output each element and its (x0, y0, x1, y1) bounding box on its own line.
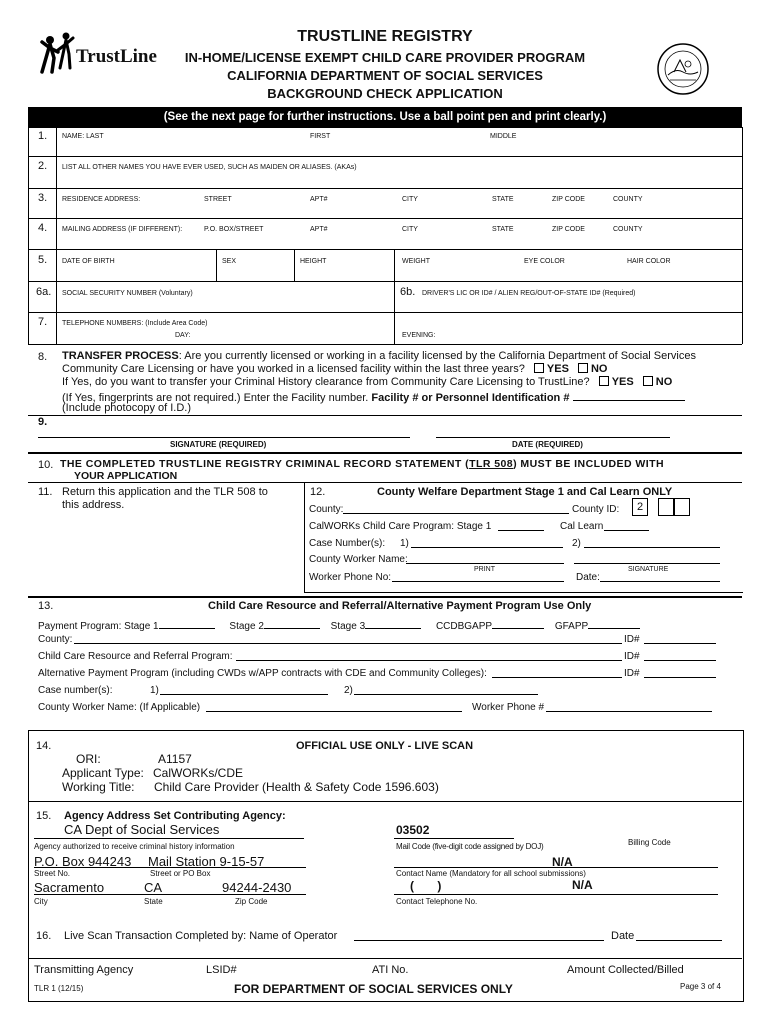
instructions-banner (28, 107, 742, 127)
residence-field[interactable] (60, 205, 740, 217)
program-title: IN-HOME/LICENSE EXEMPT CHILD CARE PROVIDER PROGRAM (184, 50, 586, 65)
transfer-q1-text: Community Care Licensing or have you worked in a licensed facility within the last three years? (62, 363, 525, 375)
transfer-question: : Are you currently licensed or working in a facility licensed by the California Department of Social Services (178, 350, 696, 362)
s14-title: OFFICIAL USE ONLY - LIVE SCAN (296, 740, 474, 752)
s15-number: 15. (36, 810, 52, 822)
mailing-county-label: COUNTY (613, 226, 643, 233)
s12-case2-field[interactable] (584, 536, 720, 548)
s13-county-label: County: (38, 634, 73, 645)
s13-worker-field[interactable] (206, 700, 462, 712)
sex-label: SEX (222, 258, 237, 265)
day-phone-field[interactable] (198, 328, 388, 342)
state-value: CA (144, 880, 163, 895)
facility-instruction: (If Yes, fingerprints are not required.) Enter the Facility number. (62, 392, 369, 404)
facility-label: Facility # or Personnel Identification # (371, 392, 570, 404)
transmitting-agency-label: Transmitting Agency (34, 964, 134, 976)
agency-caption: Agency authorized to receive criminal history information (34, 842, 235, 851)
signature-field[interactable] (38, 423, 410, 438)
s12-worker-label: County Worker Name: (309, 554, 408, 565)
evening-phone-field[interactable] (440, 328, 738, 342)
s13-case2-field[interactable] (354, 683, 538, 695)
row7-number: 7. (38, 316, 48, 328)
s13-case1-label: 1) (150, 685, 159, 696)
s13-county-id-field[interactable] (644, 632, 716, 644)
s12-county-label: County: (309, 504, 344, 515)
county-id-box-3[interactable] (674, 498, 690, 516)
row2-number: 2. (38, 160, 48, 172)
photocopy-text: (Include photocopy of I.D.) (62, 402, 192, 414)
s16-date-field[interactable] (636, 929, 722, 941)
city-value: Sacramento (34, 880, 105, 895)
last-name-label: NAME: LAST (62, 133, 104, 140)
q2-yes-checkbox[interactable] (599, 376, 609, 386)
mailing-apt-label: APT# (310, 226, 328, 233)
ati-label: ATI No. (372, 964, 409, 976)
drivers-license-label: DRIVER'S LIC OR ID# / ALIEN REG/OUT-OF-STATE ID# (Required) (422, 290, 636, 297)
mail-code-value: 03502 (396, 823, 430, 837)
calworks-stage1-field[interactable] (498, 519, 544, 531)
working-title-label: Working Title: (62, 780, 135, 794)
mailing-city-label: CITY (402, 226, 418, 233)
s12-phone-field[interactable] (392, 570, 564, 582)
zip-caption: Zip Code (235, 897, 268, 906)
signature-caption: SIGNATURE (628, 566, 669, 573)
s12-case-label: Case Number(s): (309, 538, 386, 549)
row6b-number: 6b. (400, 286, 416, 298)
s12-case1-field[interactable] (411, 536, 563, 548)
mailing-zip-label: ZIP CODE (552, 226, 585, 233)
s11-number: 11. (38, 486, 53, 498)
alt-payment-field[interactable] (492, 666, 622, 678)
footer-title: FOR DEPARTMENT OF SOCIAL SERVICES ONLY (234, 982, 513, 996)
s11-line1: Return this application and the TLR 508 to (62, 486, 268, 498)
photocopy-note (62, 402, 191, 414)
alt-payment-id-field[interactable] (644, 666, 716, 678)
s12-case1-label: 1) (400, 538, 409, 549)
q1-yes-label: YES (546, 363, 569, 375)
mailing-street-label: P.O. BOX/STREET (204, 226, 264, 233)
contact-name-caption: Contact Name (Mandatory for all school submissions) (396, 869, 586, 878)
calworks-label: CalWORKs Child Care Program: Stage 1 (309, 521, 492, 532)
pp-stage1-field[interactable] (159, 617, 215, 629)
transfer-line1 (62, 350, 696, 362)
q1-no-checkbox[interactable] (578, 363, 588, 373)
payment-program-row (38, 617, 640, 632)
s13-county-id-label: ID# (624, 634, 640, 645)
height-label: HEIGHT (300, 258, 327, 265)
alt-payment-id-label: ID# (624, 668, 640, 679)
street-caption: Street or PO Box (150, 869, 211, 878)
q2-no-checkbox[interactable] (643, 376, 653, 386)
row1-number: 1. (38, 130, 48, 142)
drivers-license-field[interactable] (398, 299, 740, 311)
pp-gfapp-label: GFAPP (554, 621, 589, 632)
s9-number: 9. (38, 416, 48, 428)
s13-phone-label: Worker Phone # (472, 702, 545, 713)
pp-ccdbgapp-field[interactable] (492, 617, 544, 629)
contact-phone-na: N/A (572, 878, 593, 892)
residence-apt-label: APT# (310, 196, 328, 203)
hair-color-label: HAIR COLOR (627, 258, 671, 265)
tlr508-link-text: TLR 508 (469, 458, 514, 470)
s15-title: Agency Address Set Contributing Agency: (64, 810, 286, 822)
tlr508-requirement (60, 458, 664, 470)
street-number-caption: Street No. (34, 869, 71, 878)
banner-text: (See the next page for further instructions. Use a ball point pen and print clearly.) (163, 111, 607, 123)
s10-text-b: ) MUST BE INCLUDED WITH (513, 458, 665, 470)
q1-no-label: NO (590, 363, 608, 375)
pp-gfapp-field[interactable] (588, 617, 640, 629)
s12-phone-label: Worker Phone No: (309, 572, 392, 583)
pp-stage3-field[interactable] (365, 617, 421, 629)
dob-label: DATE OF BIRTH (62, 258, 115, 265)
s16-date-label: Date (611, 930, 635, 942)
application-title: BACKGROUND CHECK APPLICATION (267, 86, 503, 101)
form-number: TLR 1 (12/15) (34, 984, 84, 993)
date-field[interactable] (436, 423, 670, 438)
q2-no-label: NO (655, 376, 673, 388)
residence-state-label: STATE (492, 196, 514, 203)
s10-line2: YOUR APPLICATION (74, 470, 178, 482)
residence-street-label: STREET (204, 196, 232, 203)
applicant-type-label: Applicant Type: (62, 766, 144, 780)
street-value: Mail Station 9-15-57 (148, 854, 265, 869)
billing-code-label: Billing Code (628, 838, 671, 847)
street-number-value: P.O. Box 944243 (34, 854, 132, 869)
middle-name-label: MIDDLE (490, 133, 517, 140)
s12-number: 12. (310, 486, 326, 498)
city-caption: City (34, 897, 48, 906)
ori-value: A1157 (158, 752, 192, 766)
s12-county-field[interactable] (343, 502, 569, 514)
ccrr-id-label: ID# (624, 651, 640, 662)
logo-text: TrustLine (76, 46, 157, 67)
ccrr-label: Child Care Resource and Referral Program: (38, 651, 233, 662)
s13-worker-label: County Worker Name: (If Applicable) (38, 702, 201, 713)
transfer-line3 (62, 376, 672, 388)
row5-number: 5. (38, 254, 48, 266)
ccrr-field[interactable] (236, 649, 622, 661)
county-id-box-2[interactable] (658, 498, 674, 516)
aka-field[interactable] (60, 174, 740, 187)
operator-label: Live Scan Transaction Completed by: Name of Operator (64, 930, 338, 942)
s13-number: 13. (38, 600, 54, 612)
cal-learn-field[interactable] (604, 519, 649, 531)
weight-label: WEIGHT (402, 258, 430, 265)
transfer-title: TRANSFER PROCESS (62, 350, 179, 362)
contact-phone-caption: Contact Telephone No. (396, 897, 478, 906)
row3-number: 3. (38, 192, 48, 204)
s12-worker-print-field[interactable] (406, 552, 564, 564)
residence-county-label: COUNTY (613, 196, 643, 203)
pp-ccdbgapp-label: CCDBGAPP (435, 621, 493, 632)
row6a-number: 6a. (36, 286, 52, 298)
s14-number: 14. (36, 740, 52, 752)
s12-case2-label: 2) (572, 538, 581, 549)
zip-value: 94244-2430 (222, 880, 292, 895)
form-title: TRUSTLINE REGISTRY (297, 28, 473, 45)
alt-payment-label: Alternative Payment Program (including CWDs w/APP contracts with CDE and Community Colleges): (38, 668, 487, 679)
s12-date-label: Date: (576, 572, 600, 583)
lsid-label: LSID# (206, 964, 237, 976)
s13-case1-field[interactable] (160, 683, 328, 695)
s12-date-field[interactable] (600, 570, 720, 582)
contact-phone-value: ( ) (410, 879, 442, 893)
applicant-type-value: CalWORKs/CDE (153, 766, 244, 780)
s16-number: 16. (36, 930, 52, 942)
transfer-line2 (62, 363, 607, 375)
phone-label: TELEPHONE NUMBERS: (Include Area Code) (62, 320, 208, 327)
q2-yes-label: YES (611, 376, 634, 388)
mailing-field[interactable] (60, 235, 740, 247)
agency-name: CA Dept of Social Services (64, 822, 220, 837)
pp-stage1-label: Payment Program: Stage 1 (38, 621, 159, 632)
residence-zip-label: ZIP CODE (552, 196, 585, 203)
vitals-field[interactable] (60, 267, 740, 279)
cal-learn-label: Cal Learn (560, 521, 604, 532)
eye-color-label: EYE COLOR (524, 258, 565, 265)
s10-number: 10. (38, 459, 54, 471)
ssn-label: SOCIAL SECURITY NUMBER (Voluntary) (62, 290, 193, 297)
working-title-value: Child Care Provider (Health & Safety Code 1596.603) (154, 780, 439, 794)
row4-number: 4. (38, 222, 48, 234)
page-number: Page 3 of 4 (680, 982, 721, 991)
aka-label: LIST ALL OTHER NAMES YOU HAVE EVER USED, SUCH AS MAIDEN OR ALIASES. (AKAs) (62, 164, 357, 171)
pp-stage3-label: Stage 3 (330, 621, 366, 632)
mailing-label: MAILING ADDRESS (IF DIFFERENT): (62, 226, 183, 233)
amount-label: Amount Collected/Billed (567, 964, 684, 976)
s11-line2: this address. (62, 499, 125, 511)
s13-case2-label: 2) (344, 685, 353, 696)
contact-name-value: N/A (552, 855, 573, 869)
s13-county-field[interactable] (74, 632, 622, 644)
transfer-q2-text: If Yes, do you want to transfer your Criminal History clearance from Community Care Licensing to TrustLine? (62, 376, 590, 388)
mail-code-caption: Mail Code (five-digit code assigned by DOJ) (396, 842, 544, 851)
facility-number-field[interactable] (573, 389, 685, 401)
ccrr-id-field[interactable] (644, 649, 716, 661)
ori-label: ORI: (76, 752, 101, 766)
evening-phone-label: EVENING: (402, 332, 436, 339)
s8-number: 8. (38, 351, 48, 363)
s12-worker-signature-field[interactable] (574, 552, 720, 564)
residence-label: RESIDENCE ADDRESS: (62, 196, 141, 203)
print-caption: PRINT (474, 566, 495, 573)
signature-label: SIGNATURE (REQUIRED) (170, 440, 267, 449)
mailing-state-label: STATE (492, 226, 514, 233)
ssn-field[interactable] (60, 299, 390, 311)
department-title: CALIFORNIA DEPARTMENT OF SOCIAL SERVICES (227, 68, 543, 83)
s12-title: County Welfare Department Stage 1 and Cal Learn ONLY (377, 486, 673, 498)
state-caption: State (144, 897, 163, 906)
first-name-label: FIRST (310, 133, 331, 140)
operator-field[interactable] (354, 929, 604, 941)
s13-title: Child Care Resource and Referral/Alternative Payment Program Use Only (208, 600, 592, 612)
date-label: DATE (REQUIRED) (512, 440, 583, 449)
pp-stage2-field[interactable] (264, 617, 320, 629)
day-phone-label: DAY: (175, 332, 191, 339)
q1-yes-checkbox[interactable] (534, 363, 544, 373)
county-id-box-1[interactable] (632, 498, 648, 516)
s13-case-label: Case number(s): (38, 685, 113, 696)
name-field[interactable] (60, 142, 740, 155)
county-id-digit: 2 (636, 501, 644, 513)
pp-stage2-label: Stage 2 (229, 621, 264, 632)
s13-phone-field[interactable] (546, 700, 712, 712)
s10-text-a: THE COMPLETED TRUSTLINE REGISTRY CRIMINAL RECORD STATEMENT ( (60, 458, 470, 470)
residence-city-label: CITY (402, 196, 418, 203)
s12-county-id-label: County ID: (572, 504, 620, 515)
